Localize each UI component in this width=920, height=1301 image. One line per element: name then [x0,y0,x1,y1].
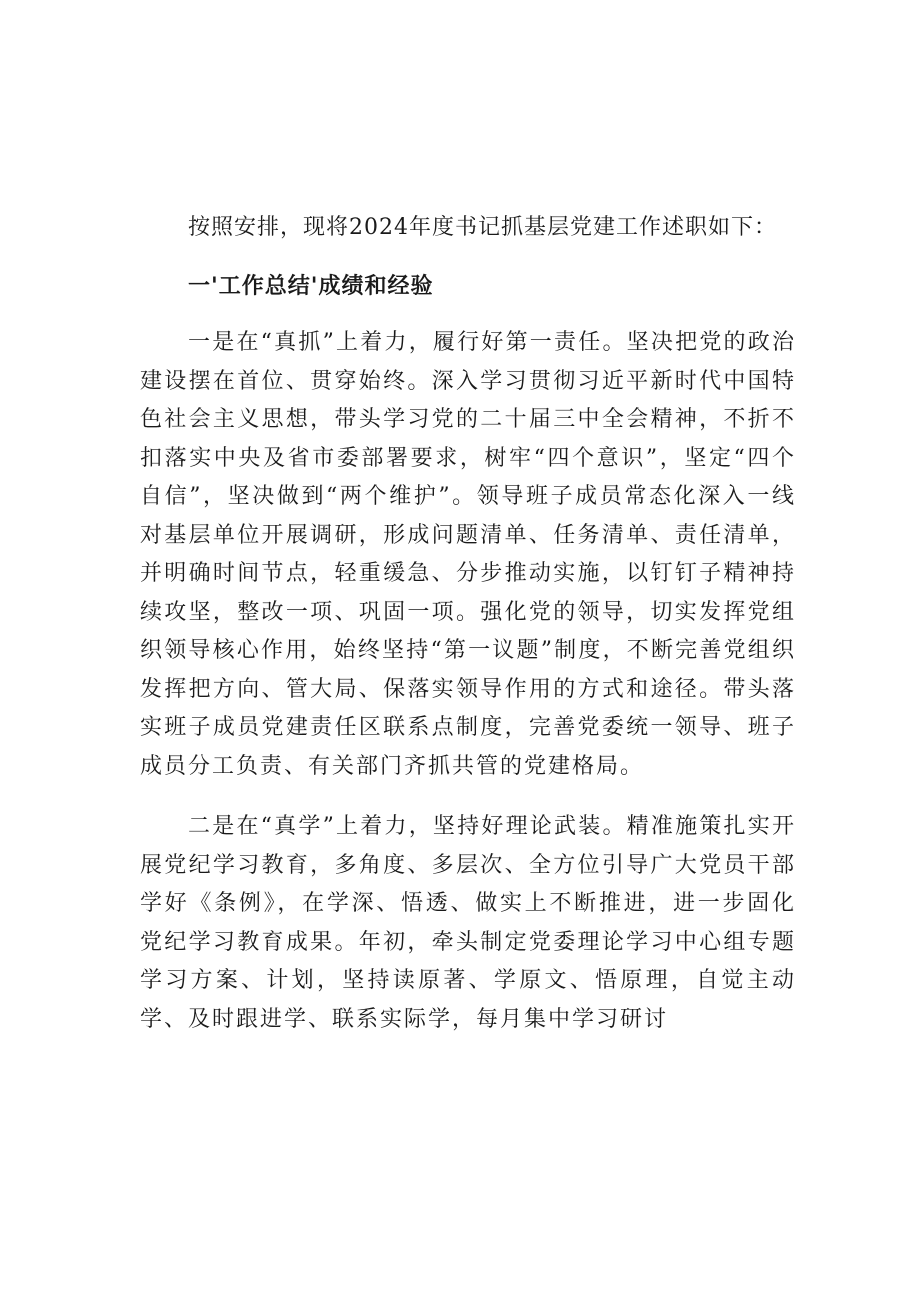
paragraph-1: 一是在“真抓”上着力，履行好第一责任。坚决把党的政治建设摆在首位、贯穿始终。深入学习贯彻习近平新时代中国特色社会主义思想，带头学习党的二十届三中全会精神，不折不扣落实中央及省市委部署要求，树牢“四个意识”，坚定“四个自信”，坚决做到“两个维护”。领导班子成员常态化深入一线对基层单位开展调研，形成问题清单、任务清单、责任清单，并明确时间节点，轻重缓急、分步推动实施，以钉钉子精神持续攻坚，整改一项、巩固一项。强化党的领导，切实发挥党组织领导核心作用，始终坚持“第一议题”制度，不断完善党组织发挥把方向、管大局、保落实领导作用的方式和途径。带头落实班子成员党建责任区联系点制度，完善党委统一领导、班子成员分工负责、有关部门齐抓共管的党建格局。 [140,330,796,779]
intro-sentence: 按照安排，现将2024年度书记抓基层党建工作述职如下： [188,215,777,240]
paragraph-2: 二是在“真学”上着力，坚持好理论武装。精准施策扎实开展党纪学习教育，多角度、多层次、全方位引导广大党员干部学好《条例》，在学深、悟透、做实上不断推进，进一步固化党纪学习教育成果。年初，牵头制定党委理论学习中心组专题学习方案、计划，坚持读原著、学原文、悟原理，自觉主动学、及时跟进学、联系实际学，每月集中学习研讨 [140,814,796,1032]
section-heading: 一'工作总结'成绩和经验 [188,273,434,299]
document-body [140,210,796,1039]
